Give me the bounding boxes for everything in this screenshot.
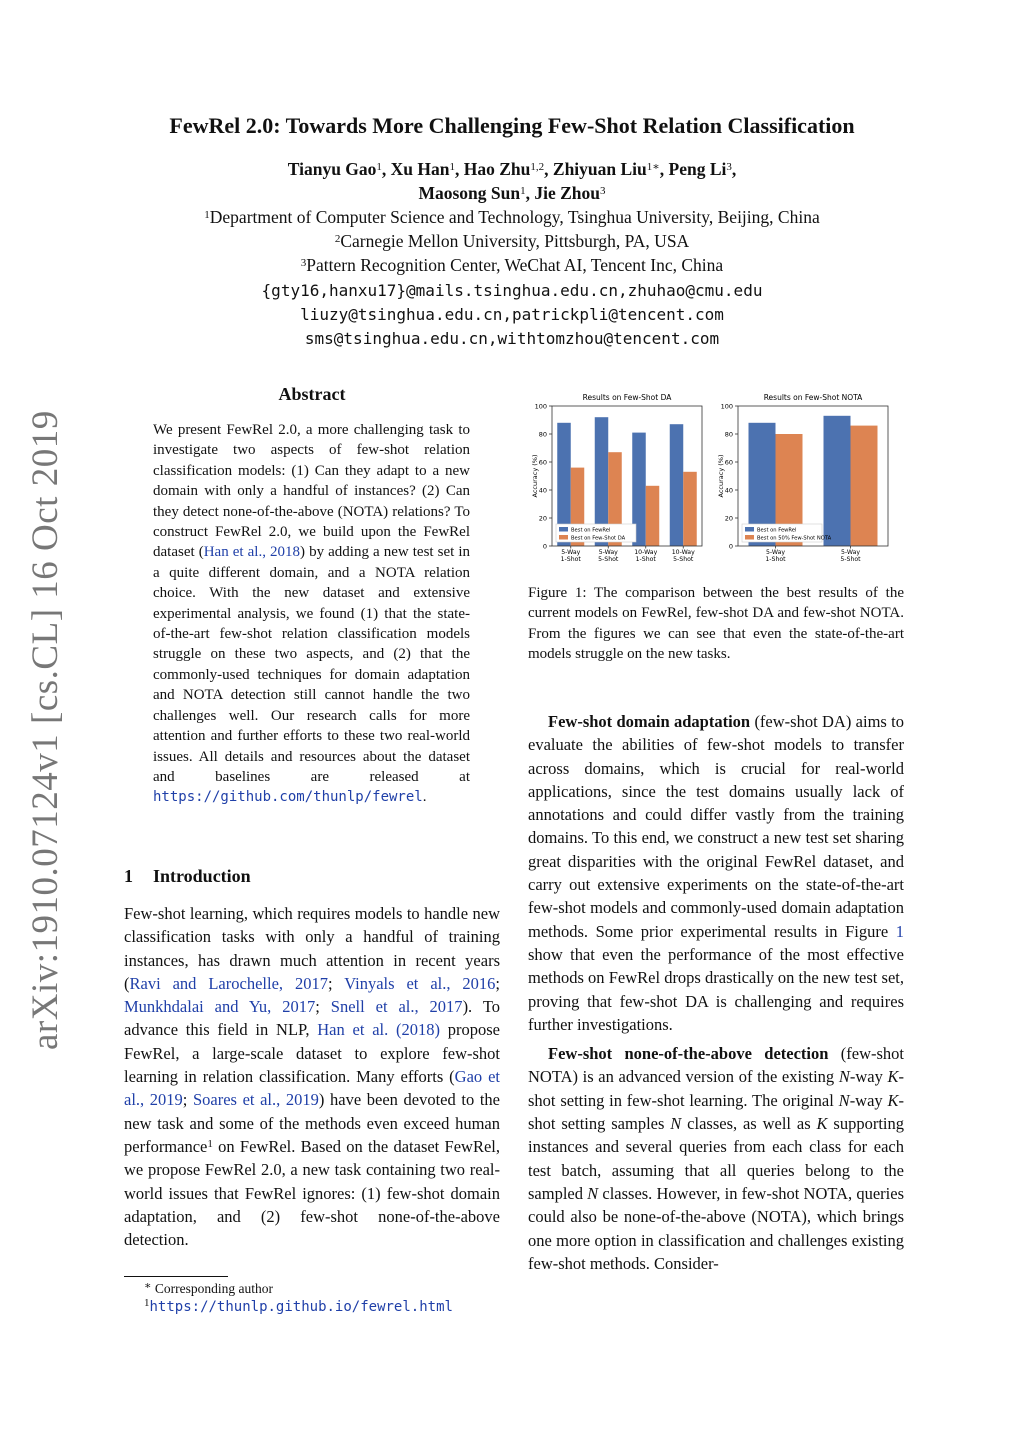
y-tick-label: 40 — [538, 486, 547, 495]
affiliation-text: Pattern Recognition Center, WeChat AI, Tencent Inc, China — [306, 255, 724, 275]
y-tick-label: 80 — [538, 430, 547, 439]
abstract-paragraph — [153, 420, 470, 808]
chart-few-shot-nota — [714, 390, 894, 565]
body-text: -way — [849, 1090, 888, 1110]
footnote-divider — [124, 1276, 228, 1277]
chart-title: Results on Few-Shot DA — [582, 393, 672, 402]
body-text: propose FewRel, a large-scale dataset to explore few-shot learning in relation classification. Many efforts ( — [124, 1020, 501, 1087]
x-tick-label: 5-Way — [765, 549, 786, 556]
legend-label: Best on Few-Shot DA — [571, 535, 626, 542]
y-tick-label: 100 — [534, 402, 547, 411]
y-tick-label: 0 — [728, 542, 733, 551]
paper-title: FewRel 2.0: Towards More Challenging Few-Shot Relation Classification — [169, 113, 855, 138]
y-axis-label: Accuracy (%) — [717, 454, 725, 498]
section-heading-introduction — [124, 866, 251, 887]
body-text: ; — [327, 973, 345, 993]
body-text: (few-shot NOTA) is an advanced version of the existing — [528, 1044, 905, 1087]
affiliation-line — [0, 253, 1024, 277]
math-k: K — [887, 1067, 899, 1087]
y-tick-label: 40 — [724, 486, 733, 495]
x-tick-label: 5-Shot — [673, 556, 694, 563]
footnote-mark: ∗ — [144, 1280, 152, 1292]
paragraph-heading: Few-shot domain adaptation — [548, 712, 751, 731]
x-tick-label: 5-Way — [840, 549, 861, 556]
figure-caption: Figure 1: The comparison between the best results of the current models on FewRel, few-shot DA and few-shot NOTA. From the figures we can see that even the state-of-the-art models struggle on the new tasks. — [528, 585, 904, 663]
y-axis-label: Accuracy (%) — [531, 454, 539, 498]
abstract-body — [153, 420, 470, 808]
author-name: Peng Li — [668, 159, 727, 179]
citation-link[interactable]: Snell et al., 2017 — [330, 997, 463, 1017]
x-tick-label: 10-Way — [671, 549, 695, 556]
author-separator: , — [544, 159, 553, 179]
affiliations — [0, 205, 1024, 277]
abstract-text: ) by adding a new test set in a quite different domain, and a NOTA relation choice. With the new dataset and extensive experimental analysis, we found (1) that the state-of-the-art few-shot relation classification models struggle on these two aspects, and (2) that the commonly-used techniques for domain adaptation and NOTA detection still cannot handle the two challenges well. Our research calls for more attention and further efforts to these two real-world issues. All details and resources about the dataset and baselines are released at — [153, 544, 471, 785]
x-tick-label: 5-Shot — [840, 556, 861, 563]
author-affil-mark: 3 — [600, 185, 606, 197]
body-text: ; — [315, 997, 331, 1017]
author-list — [0, 157, 1024, 205]
citation-link[interactable]: Soares et al., 2019 — [192, 1090, 319, 1110]
legend-label: Best on FewRel — [571, 527, 611, 534]
paragraph-few-shot-da — [528, 710, 904, 1036]
author-separator: , — [525, 183, 535, 203]
legend-swatch — [559, 527, 568, 532]
body-text: ; — [495, 973, 501, 993]
y-tick-label: 100 — [720, 402, 733, 411]
arxiv-identifier: arXiv:1910.07124v1 [cs.CL] 16 Oct 2019 — [25, 410, 66, 1050]
bar — [851, 426, 878, 546]
author-name: Tianyu Gao — [287, 159, 377, 179]
math-k: K — [887, 1090, 899, 1110]
author-line-1 — [0, 157, 1024, 181]
affiliation-mark: 3 — [300, 257, 307, 269]
math-n: N — [670, 1114, 682, 1134]
affiliation-line — [0, 229, 1024, 253]
author-name: Xu Han — [390, 159, 450, 179]
author-separator: , — [659, 159, 669, 179]
bar — [670, 424, 684, 546]
x-tick-label: 10-Way — [634, 549, 658, 556]
bar — [646, 486, 660, 546]
legend-swatch — [745, 535, 754, 540]
email-line: liuzy@tsinghua.edu.cn,patrickpli@tencent.com — [300, 305, 724, 324]
y-tick-label: 80 — [724, 430, 733, 439]
footnote-mark: 1 — [144, 1297, 150, 1309]
paragraph-heading: Few-shot none-of-the-above detection — [548, 1044, 829, 1064]
chart-few-shot-da — [528, 390, 708, 565]
y-tick-label: 20 — [724, 514, 733, 523]
author-affil-mark: 3 — [726, 161, 732, 173]
author-name: Jie Zhou — [534, 183, 601, 203]
body-text: -shot setting samples — [528, 1090, 905, 1134]
body-text: -way — [849, 1067, 888, 1087]
math-k: K — [816, 1114, 828, 1134]
legend-swatch — [559, 535, 568, 540]
citation-link[interactable]: Vinyals et al., 2016 — [344, 973, 496, 993]
body-text: ; — [182, 1090, 193, 1110]
affiliation-mark: 1 — [204, 209, 210, 221]
abstract-text: . — [422, 789, 427, 806]
citation-link[interactable]: Han et al., 2018 — [203, 544, 301, 561]
footnote-url — [144, 1299, 453, 1315]
email-line: {gty16,hanxu17}@mails.tsinghua.edu.cn,zhuhao@cmu.edu — [261, 281, 763, 300]
body-text: Few-shot learning, which requires models to handle new classification tasks with only a handful of training instances, has drawn much attention in recent years ( — [124, 904, 500, 993]
body-text: show that even the performance of the most effective methods on FewRel drops drastically on the new test set, proving that few-shot DA is challenging and requires further investigations. — [528, 944, 904, 1034]
author-affil-mark: 1,2 — [530, 161, 545, 173]
figure-reference-link[interactable]: 1 — [895, 921, 904, 941]
body-text: -shot setting in few-shot learning. The original — [528, 1067, 904, 1110]
introduction-paragraph — [124, 902, 500, 1251]
body-text: classes. However, in few-shot NOTA, queries could also be none-of-the-above (NOTA), which brings one more option in classification and challenges existing few-shot methods. Consider- — [528, 1183, 904, 1273]
fewrel-url-link[interactable]: https://thunlp.github.io/fewrel.html — [149, 1299, 453, 1315]
body-text: classes, as well as — [681, 1114, 817, 1134]
affiliation-text: Department of Computer Science and Technology, Tsinghua University, Beijing, China — [209, 207, 820, 227]
right-column-body — [528, 710, 904, 1281]
github-url-link[interactable]: https://github.com/thunlp/fewrel — [153, 789, 423, 806]
x-tick-label: 1-Shot — [560, 556, 581, 563]
abstract-heading: Abstract — [278, 384, 346, 404]
body-text: ) have been devoted to the new task and some of the methods even exceed human performance — [124, 1090, 500, 1156]
chart-title: Results on Few-Shot NOTA — [763, 393, 863, 402]
footnote-corresponding — [144, 1281, 273, 1297]
author-line-2 — [0, 181, 1024, 205]
citation-link[interactable]: Gao et al., 2019 — [124, 1067, 500, 1110]
y-tick-label: 60 — [538, 458, 547, 467]
citation-link[interactable]: Munkhdalai and Yu, 2017 — [124, 997, 316, 1017]
y-tick-label: 60 — [724, 458, 733, 467]
introduction-body — [124, 902, 500, 1251]
math-n: N — [587, 1183, 599, 1203]
legend-label: Best on 50% Few-Shot NOTA — [757, 535, 832, 542]
legend-swatch — [745, 527, 754, 532]
y-tick-label: 20 — [538, 514, 547, 523]
x-tick-label: 5-Way — [598, 549, 618, 556]
section-title: Introduction — [153, 866, 251, 886]
affiliation-text: Carnegie Mellon University, Pittsburgh, PA, USA — [340, 231, 690, 251]
footnote-marker[interactable]: 1 — [207, 1137, 213, 1150]
body-text: supporting instances and several queries from each class for each test batch, assuming that all queries belong to the sampled — [528, 1114, 904, 1203]
abstract-text: We present FewRel 2.0, a more challenging task to investigate two aspects of few-shot relation classification models: (1) Can they adapt to a new domain with only a handful of instances? (2) Can they detect none-of-the-above (NOTA) relations? To construct FewRel 2.0, we build upon the FewRel dataset ( — [153, 422, 470, 561]
author-affil-mark: 1 — [520, 185, 526, 197]
x-tick-label: 5-Shot — [598, 556, 619, 563]
author-name: Zhiyuan Liu — [552, 159, 647, 179]
legend-label: Best on FewRel — [757, 527, 797, 534]
author-affil-mark: 1 — [376, 161, 382, 173]
citation-link[interactable]: Ravi and Larochelle, 2017 — [129, 973, 328, 993]
section-number: 1 — [124, 866, 133, 886]
math-n: N — [838, 1067, 850, 1087]
footnote-text: Corresponding author — [154, 1281, 273, 1296]
math-n: N — [838, 1090, 850, 1110]
author-separator: , — [381, 159, 391, 179]
author-affil-mark: 1∗ — [646, 161, 660, 173]
author-separator: , — [731, 159, 737, 179]
affiliation-line — [0, 205, 1024, 229]
paragraph-few-shot-nota — [528, 1042, 904, 1275]
body-text: on FewRel. Based on the dataset FewRel, we propose FewRel 2.0, a new task containing two real-world issues that FewRel ignores: (1) few-shot domain adaptation, and (2) few-shot none-of-the-above detection. — [124, 1136, 500, 1250]
y-tick-label: 0 — [542, 542, 547, 551]
body-text: (few-shot DA) aims to evaluate the abilities of few-shot models to transfer across domains, which is crucial for real-world applications, since the test domains usually lack of annotations and could differ vastly from the training domains. To this end, we construct a new test set sharing great disparities with the original FewRel dataset, and carry out extensive experiments on the state-of-the-art few-shot models and commonly-used domain adaptation methods. Some prior experimental results in Figure — [528, 712, 904, 941]
bar — [683, 472, 697, 546]
x-tick-label: 1-Shot — [635, 556, 656, 563]
x-tick-label: 1-Shot — [765, 556, 786, 563]
citation-link[interactable]: Han et al. (2018) — [317, 1020, 440, 1040]
email-block — [0, 279, 1024, 351]
author-name: Hao Zhu — [463, 159, 531, 179]
author-name: Maosong Sun — [418, 183, 521, 203]
author-affil-mark: 1 — [449, 161, 456, 173]
x-tick-label: 5-Way — [561, 549, 581, 556]
body-text: ). To advance this field in NLP, — [124, 997, 500, 1040]
email-line: sms@tsinghua.edu.cn,withtomzhou@tencent.com — [304, 329, 720, 348]
author-separator: , — [455, 159, 464, 179]
bar — [824, 416, 851, 546]
affiliation-mark: 2 — [334, 233, 341, 245]
